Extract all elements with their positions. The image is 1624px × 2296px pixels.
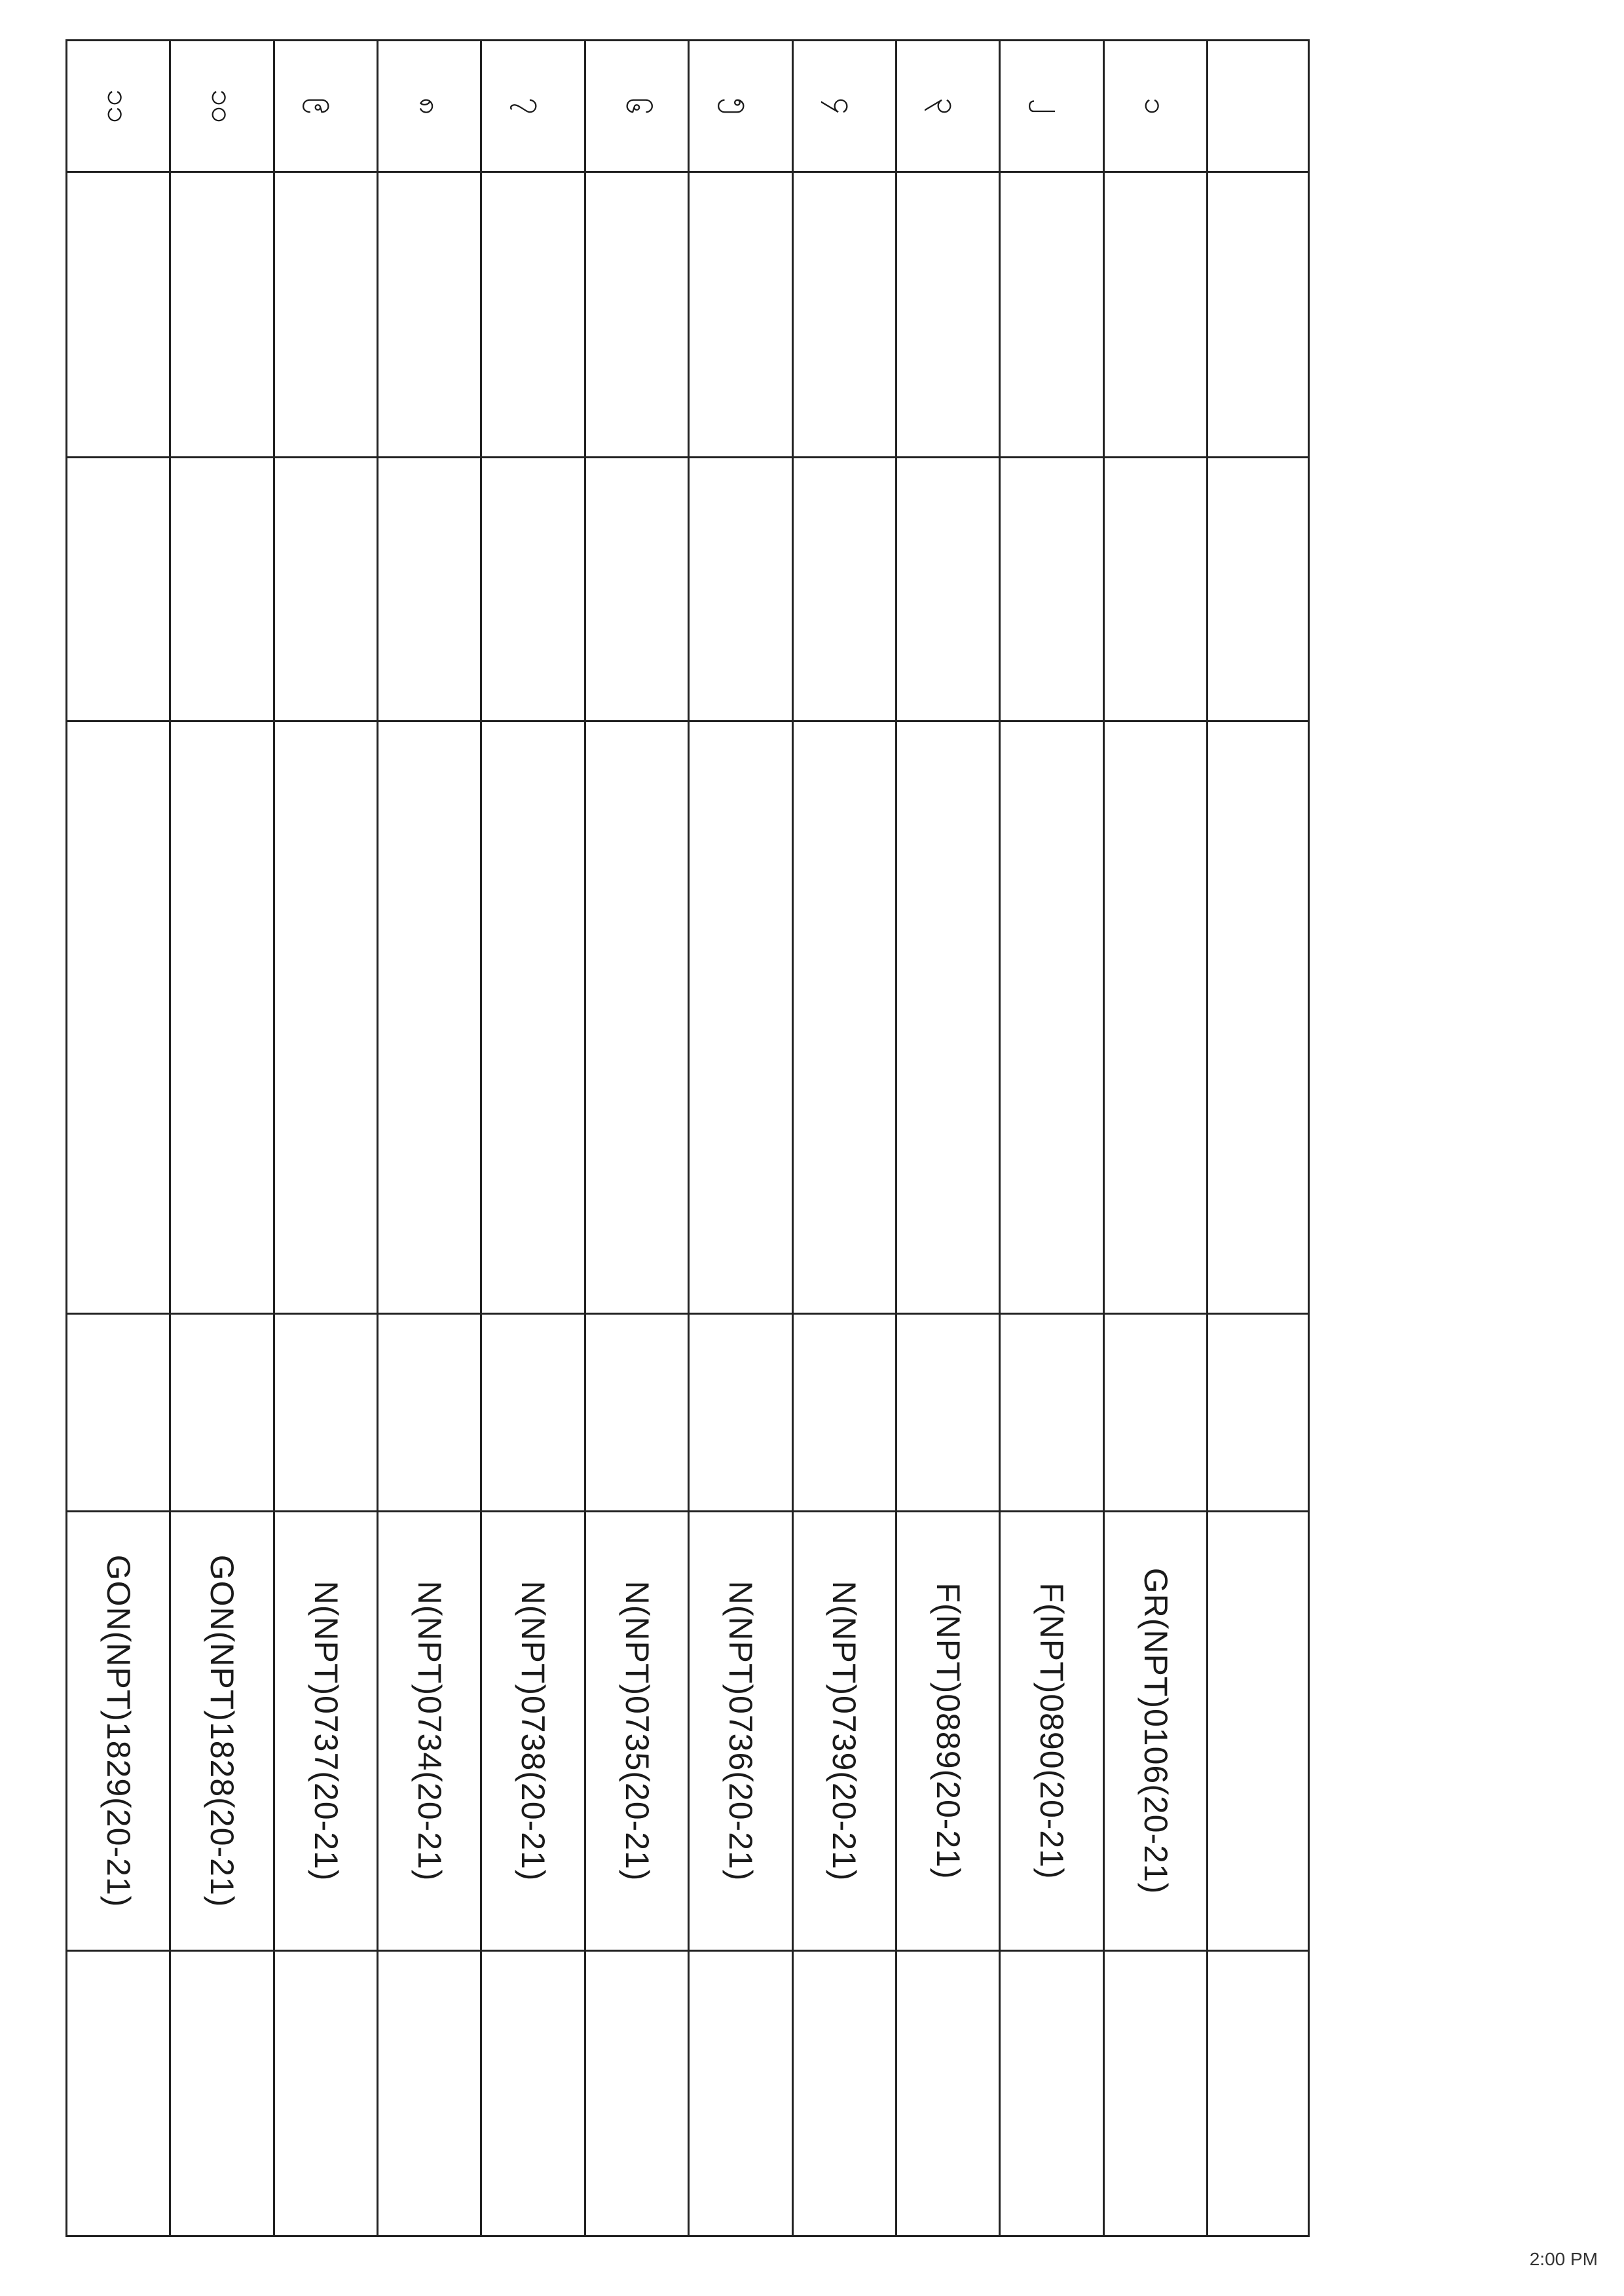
column-header-business bbox=[1208, 458, 1309, 721]
row-number-cell: ၁၁ bbox=[67, 41, 170, 172]
table-row bbox=[689, 41, 792, 2236]
person-name-cell bbox=[585, 172, 688, 458]
business-type-cell bbox=[481, 458, 585, 721]
row-number-cell: ၉ bbox=[274, 41, 377, 172]
address-cell bbox=[585, 721, 688, 1314]
township-cell bbox=[896, 1950, 999, 2236]
license-code-cell: GON(NPT)1828(20-21) bbox=[170, 1512, 274, 1951]
column-header-township bbox=[1208, 1950, 1309, 2236]
table-row bbox=[585, 41, 688, 2236]
table-row bbox=[481, 41, 585, 2236]
rotated-content bbox=[65, 39, 1375, 2237]
address-cell bbox=[481, 721, 585, 1314]
table-row bbox=[896, 41, 999, 2236]
address-cell bbox=[689, 721, 792, 1314]
row-number-cell: ၁ bbox=[1103, 41, 1207, 172]
business-type-cell bbox=[689, 458, 792, 721]
township-cell bbox=[585, 1950, 688, 2236]
business-type-cell bbox=[378, 458, 481, 721]
license-category-cell bbox=[792, 1314, 896, 1512]
license-category-cell bbox=[1103, 1314, 1207, 1512]
person-name-cell bbox=[896, 172, 999, 458]
time-stamp: 2:00 PM bbox=[1529, 2249, 1598, 2269]
address-cell bbox=[1103, 721, 1207, 1314]
header-row bbox=[1208, 41, 1309, 2236]
address-cell bbox=[896, 721, 999, 1314]
address-cell bbox=[170, 721, 274, 1314]
person-name-cell bbox=[481, 172, 585, 458]
business-type-cell bbox=[170, 458, 274, 721]
license-category-cell bbox=[67, 1314, 170, 1512]
table-row bbox=[170, 41, 274, 2236]
business-type-cell bbox=[896, 458, 999, 721]
township-cell bbox=[689, 1950, 792, 2236]
license-category-cell bbox=[585, 1314, 688, 1512]
column-header-code bbox=[1208, 1512, 1309, 1951]
row-number-cell: ၆ bbox=[585, 41, 688, 172]
register-body bbox=[67, 41, 1208, 2236]
row-number-cell: ၃ bbox=[896, 41, 999, 172]
license-code-cell: GON(NPT)1829(20-21) bbox=[67, 1512, 170, 1951]
license-code-cell: GR(NPT)0106(20-21) bbox=[1103, 1512, 1207, 1951]
person-name-cell bbox=[1000, 172, 1103, 458]
license-category-cell bbox=[378, 1314, 481, 1512]
person-name-cell bbox=[1103, 172, 1207, 458]
license-category-cell bbox=[1000, 1314, 1103, 1512]
township-cell bbox=[1103, 1950, 1207, 2236]
row-number-cell: ၁၀ bbox=[170, 41, 274, 172]
address-cell bbox=[378, 721, 481, 1314]
license-code-cell: N(NPT)0738(20-21) bbox=[481, 1512, 585, 1951]
license-category-cell bbox=[689, 1314, 792, 1512]
license-code-cell: F(NPT)0889(20-21) bbox=[896, 1512, 999, 1951]
column-header-no bbox=[1208, 41, 1309, 172]
address-cell bbox=[67, 721, 170, 1314]
table-row bbox=[1000, 41, 1103, 2236]
table-row bbox=[378, 41, 481, 2236]
column-header-name bbox=[1208, 172, 1309, 458]
register-table bbox=[65, 39, 1310, 2237]
address-cell bbox=[792, 721, 896, 1314]
license-code-cell: N(NPT)0735(20-21) bbox=[585, 1512, 688, 1951]
township-cell bbox=[67, 1950, 170, 2236]
business-type-cell bbox=[67, 458, 170, 721]
table-row bbox=[792, 41, 896, 2236]
row-number-cell: ၂ bbox=[1000, 41, 1103, 172]
business-type-cell bbox=[585, 458, 688, 721]
row-number-cell: ၈ bbox=[378, 41, 481, 172]
address-cell bbox=[1000, 721, 1103, 1314]
document-title bbox=[1316, 39, 1375, 2237]
business-type-cell bbox=[1000, 458, 1103, 721]
person-name-cell bbox=[792, 172, 896, 458]
column-header-address bbox=[1208, 721, 1309, 1314]
table-row bbox=[1103, 41, 1207, 2236]
person-name-cell bbox=[274, 172, 377, 458]
license-code-cell: N(NPT)0739(20-21) bbox=[792, 1512, 896, 1951]
row-number-cell: ၇ bbox=[481, 41, 585, 172]
row-number-cell: ၄ bbox=[792, 41, 896, 172]
business-type-cell bbox=[792, 458, 896, 721]
business-type-cell bbox=[1103, 458, 1207, 721]
license-category-cell bbox=[896, 1314, 999, 1512]
township-cell bbox=[481, 1950, 585, 2236]
table-row bbox=[67, 41, 170, 2236]
column-header-category bbox=[1208, 1314, 1309, 1512]
license-code-cell: N(NPT)0737(20-21) bbox=[274, 1512, 377, 1951]
license-category-cell bbox=[481, 1314, 585, 1512]
township-cell bbox=[378, 1950, 481, 2236]
person-name-cell bbox=[378, 172, 481, 458]
township-cell bbox=[274, 1950, 377, 2236]
township-cell bbox=[170, 1950, 274, 2236]
person-name-cell bbox=[67, 172, 170, 458]
license-category-cell bbox=[274, 1314, 377, 1512]
table-row bbox=[274, 41, 377, 2236]
row-number-cell: ၅ bbox=[689, 41, 792, 172]
license-category-cell bbox=[170, 1314, 274, 1512]
township-cell bbox=[792, 1950, 896, 2236]
license-code-cell: F(NPT)0890(20-21) bbox=[1000, 1512, 1103, 1951]
address-cell bbox=[274, 721, 377, 1314]
person-name-cell bbox=[170, 172, 274, 458]
license-code-cell: N(NPT)0736(20-21) bbox=[689, 1512, 792, 1951]
township-cell bbox=[1000, 1950, 1103, 2236]
business-type-cell bbox=[274, 458, 377, 721]
license-code-cell: N(NPT)0734(20-21) bbox=[378, 1512, 481, 1951]
person-name-cell bbox=[689, 172, 792, 458]
